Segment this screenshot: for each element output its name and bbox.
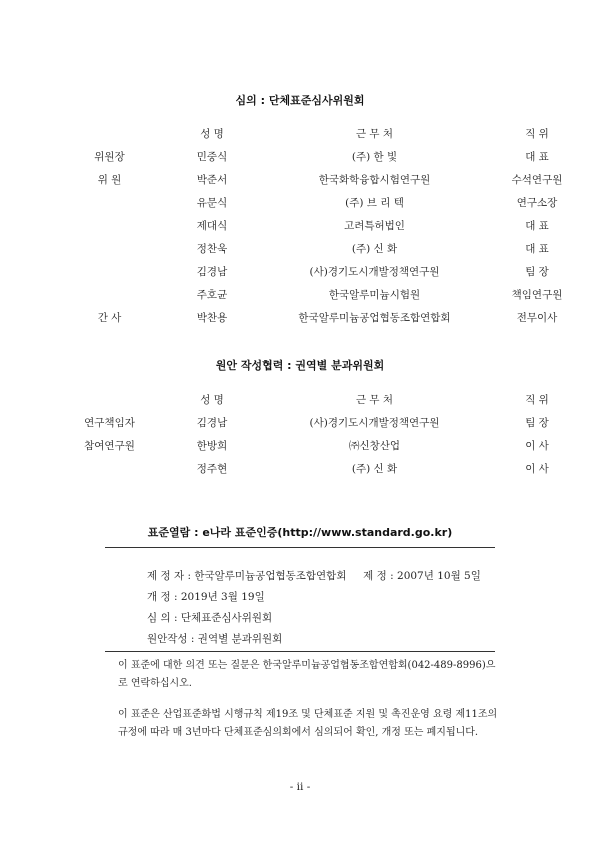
member-position: 전무이사 (516, 312, 558, 324)
table-row (62, 214, 592, 237)
member-name: 한방희 (196, 440, 228, 452)
member-name: 박찬용 (196, 312, 228, 324)
enactment-row (147, 568, 481, 583)
member-role (62, 214, 157, 237)
member-workplace: 한국화학융합시험연구원 (318, 174, 431, 186)
member-role (62, 457, 157, 480)
member-workplace: ㈜신창산업 (348, 440, 401, 452)
member-position: 수석연구원 (511, 174, 563, 186)
draft-committee-table (62, 388, 592, 480)
member-name: 정찬욱 (196, 243, 228, 255)
member-workplace: (주) 신 화 (351, 463, 398, 475)
member-position: 책임연구원 (511, 289, 563, 301)
member-role: 참여연구원 (84, 440, 135, 452)
draft-label: 원안작성 : (147, 633, 195, 645)
page-number: - ii - (289, 781, 311, 793)
role-header (62, 122, 157, 145)
table-row (62, 145, 592, 168)
enact-date-value: 2007년 10월 5일 (397, 570, 481, 582)
member-workplace: 한국알루미늄시험원 (328, 289, 421, 301)
table-row (62, 283, 592, 306)
member-role: 간 사 (97, 312, 122, 324)
regulation-note: 이 표준은 산업표준화법 시행규칙 제19조 및 단체표준 지원 및 촉진운영 요령 제11조의 규정에 따라 매 3년마다 단체표준심의회에서 심의되어 확인, 개정 또는 폐지됩니다. (118, 709, 498, 738)
member-workplace: (주) 브 리 텍 (345, 197, 404, 209)
draft-row (147, 631, 282, 646)
draft-value: 권역별 분과위원회 (197, 633, 283, 645)
work-header: 근 무 처 (355, 394, 394, 406)
member-position: 연구소장 (516, 197, 558, 209)
member-role (62, 191, 157, 214)
revision-value: 2019년 3월 19일 (180, 591, 265, 603)
contact-note: 이 표준에 대한 의견 또는 질문은 한국알루미늄공업협동조합연합회(042-489-8996)으로 연락하십시오. (118, 660, 496, 689)
revision-row (147, 589, 265, 604)
member-position: 팀 장 (525, 417, 549, 429)
member-workplace: (주) 신 화 (351, 243, 398, 255)
draft-section-title: 원안 작성협력 : 권역별 분과위원회 (215, 359, 385, 372)
member-role: 연구책임자 (84, 417, 135, 429)
table-row (62, 411, 592, 434)
table-row (62, 237, 592, 260)
member-name: 주호균 (196, 289, 228, 301)
member-role (62, 260, 157, 283)
review-committee-table (62, 122, 592, 329)
position-header: 직 위 (525, 394, 549, 406)
member-name: 제대식 (196, 220, 228, 232)
review-value: 단체표준심사위원회 (180, 612, 273, 624)
divider-bottom (105, 651, 495, 652)
divider-top (105, 547, 495, 548)
revision-label: 개 정 : (147, 591, 178, 603)
name-header: 성 명 (200, 128, 224, 140)
work-header: 근 무 처 (355, 128, 394, 140)
table-row (62, 168, 592, 191)
member-role (62, 283, 157, 306)
table-row (62, 191, 592, 214)
table-row (62, 260, 592, 283)
table-header-row (62, 122, 592, 145)
table-header-row (62, 388, 592, 411)
member-role (62, 237, 157, 260)
member-position: 팀 장 (525, 266, 549, 278)
member-workplace: (주) 한 빛 (351, 151, 398, 163)
enactor-label: 제 정 자 : (147, 570, 191, 582)
review-row (147, 610, 272, 625)
enactor-value: 한국알루미늄공업협동조합연합회 (194, 570, 347, 582)
position-header: 직 위 (525, 128, 549, 140)
member-name: 유문식 (196, 197, 228, 209)
member-workplace: (사)경기도시개발정책연구원 (309, 266, 440, 278)
member-name: 민중식 (196, 151, 228, 163)
member-position: 이 사 (525, 440, 549, 452)
member-position: 이 사 (525, 463, 549, 475)
member-position: 대 표 (525, 220, 549, 232)
review-section-title: 심의 : 단체표준심사위원회 (235, 94, 365, 107)
member-position: 대 표 (525, 243, 549, 255)
member-workplace: (사)경기도시개발정책연구원 (309, 417, 440, 429)
role-header (62, 388, 157, 411)
member-name: 정주현 (196, 463, 228, 475)
name-header: 성 명 (200, 394, 224, 406)
table-row (62, 457, 592, 480)
member-role: 위원장 (94, 151, 125, 163)
member-role: 위 원 (97, 174, 122, 186)
table-row (62, 306, 592, 329)
member-name: 김경남 (196, 266, 228, 278)
member-name: 김경남 (196, 417, 228, 429)
table-row (62, 434, 592, 457)
member-position: 대 표 (525, 151, 549, 163)
member-workplace: 고려특허법인 (344, 220, 405, 232)
enact-date-label: 제 정 : (363, 570, 394, 582)
member-workplace: 한국알루미늄공업협동조합연합회 (298, 312, 451, 324)
member-name: 박준서 (196, 174, 228, 186)
review-label: 심 의 : (147, 612, 178, 624)
standard-portal-text: 표준열람 : e나라 표준인증(http://www.standard.go.kr) (147, 526, 453, 539)
